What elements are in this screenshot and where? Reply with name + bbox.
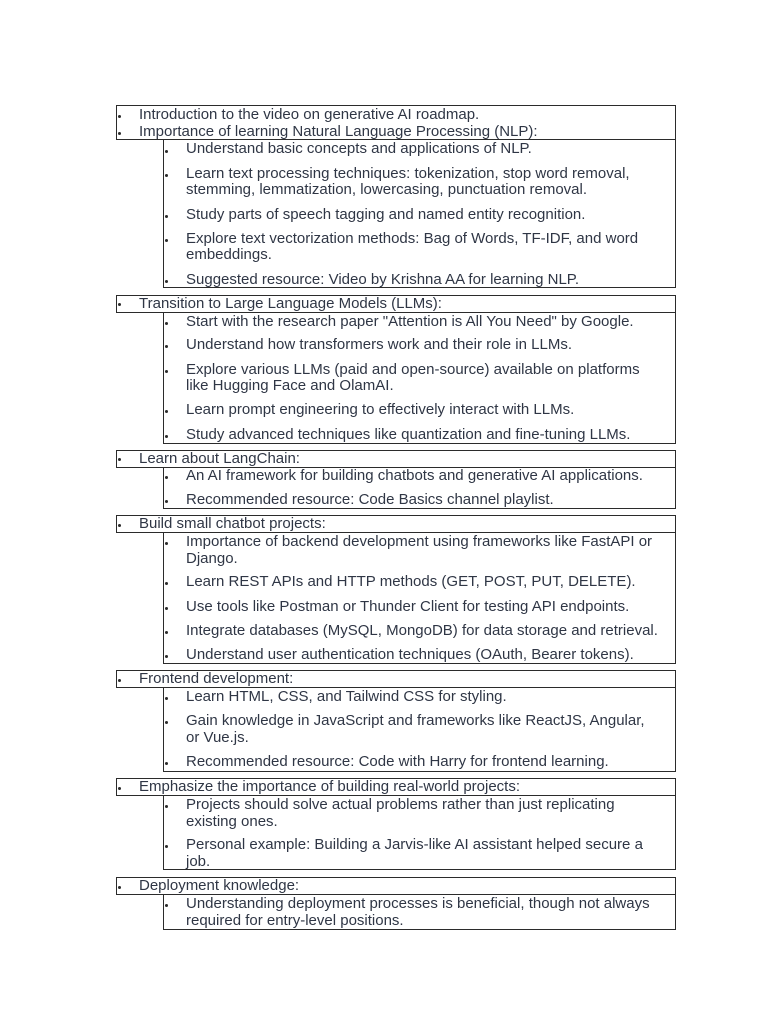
list-item-text: Understand user authentication techniques (OAuth, Bearer tokens).: [186, 646, 634, 663]
bullet-icon: [165, 607, 168, 610]
bullet-icon: [165, 721, 168, 724]
list-item-text: Explore text vectorization methods: Bag of Words, TF-IDF, and word: [186, 230, 639, 247]
list-item-text: Learn prompt engineering to effectively interact with LLMs.: [186, 401, 575, 418]
bullet-icon: [165, 280, 168, 283]
list-item-text: Integrate databases (MySQL, MongoDB) for data storage and retrieval.: [186, 622, 658, 639]
list-item-text: Deployment knowledge:: [139, 877, 300, 894]
list-item-text: Frontend development:: [139, 670, 294, 687]
bullet-icon: [165, 845, 168, 848]
list-item-text: Start with the research paper "Attention is All You Need" by Google.: [186, 313, 634, 330]
list-item-text: embeddings.: [186, 246, 272, 263]
list-item-text: An AI framework for building chatbots and generative AI applications.: [186, 467, 643, 484]
bullet-icon: [165, 476, 168, 479]
list-item-text: Importance of learning Natural Language Processing (NLP):: [139, 123, 538, 140]
list-item-text: Learn text processing techniques: tokenization, stop word removal,: [186, 165, 630, 182]
bullet-icon: [118, 524, 121, 527]
list-item-text: Learn REST APIs and HTTP methods (GET, POST, PUT, DELETE).: [186, 573, 636, 590]
bullet-icon: [165, 542, 168, 545]
list-item-text: job.: [186, 853, 211, 870]
list-item-text: required for entry-level positions.: [186, 912, 404, 929]
bullet-icon: [165, 655, 168, 658]
bullet-icon: [165, 410, 168, 413]
bullet-icon: [165, 762, 168, 765]
list-item-text: Projects should solve actual problems rather than just replicating: [186, 796, 615, 813]
list-item-text: Emphasize the importance of building real-world projects:: [139, 778, 521, 795]
list-item-text: Introduction to the video on generative AI roadmap.: [139, 106, 480, 123]
list-item-text: Recommended resource: Code with Harry for frontend learning.: [186, 753, 609, 770]
bullet-icon: [118, 458, 121, 461]
bullet-icon: [118, 303, 121, 306]
list-item-text: Django.: [186, 550, 238, 567]
bullet-icon: [165, 239, 168, 242]
bullet-icon: [165, 174, 168, 177]
bullet-icon: [165, 215, 168, 218]
list-item-text: Learn HTML, CSS, and Tailwind CSS for styling.: [186, 688, 507, 705]
bullet-icon: [165, 697, 168, 700]
list-item-text: or Vue.js.: [186, 729, 249, 746]
list-item-text: Study advanced techniques like quantization and fine-tuning LLMs.: [186, 426, 631, 443]
bullet-icon: [165, 631, 168, 634]
bullet-icon: [165, 904, 168, 907]
bullet-icon: [165, 435, 168, 438]
bullet-icon: [165, 500, 168, 503]
list-item-text: Build small chatbot projects:: [139, 515, 326, 532]
bullet-icon: [118, 679, 121, 682]
list-item-text: Suggested resource: Video by Krishna AA for learning NLP.: [186, 271, 580, 288]
list-item-text: existing ones.: [186, 813, 278, 830]
list-item-text: Transition to Large Language Models (LLMs):: [139, 295, 442, 312]
list-item-text: Study parts of speech tagging and named entity recognition.: [186, 206, 586, 223]
list-item-text: Learn about LangChain:: [139, 450, 300, 467]
bullet-icon: [118, 115, 121, 118]
list-item-text: Understand basic concepts and applications of NLP.: [186, 140, 532, 157]
list-item-text: Explore various LLMs (paid and open-source) available on platforms: [186, 361, 640, 378]
bullet-icon: [118, 886, 121, 889]
bullet-icon: [165, 370, 168, 373]
list-item-text: Understand how transformers work and their role in LLMs.: [186, 336, 573, 353]
bullet-icon: [165, 582, 168, 585]
list-item-text: Use tools like Postman or Thunder Client for testing API endpoints.: [186, 598, 630, 615]
bullet-icon: [165, 150, 168, 153]
list-item-text: like Hugging Face and OlamAI.: [186, 377, 394, 394]
bullet-icon: [165, 345, 168, 348]
list-item-text: Personal example: Building a Jarvis-like AI assistant helped secure a: [186, 836, 643, 853]
bullet-icon: [118, 132, 121, 135]
bullet-icon: [165, 322, 168, 325]
list-item-text: Gain knowledge in JavaScript and frameworks like ReactJS, Angular,: [186, 712, 645, 729]
list-item-text: Recommended resource: Code Basics channel playlist.: [186, 491, 554, 508]
list-item-text: stemming, lemmatization, lowercasing, punctuation removal.: [186, 181, 588, 198]
list-item-text: Understanding deployment processes is beneficial, though not always: [186, 895, 650, 912]
bullet-icon: [118, 787, 121, 790]
bullet-icon: [165, 805, 168, 808]
list-item-text: Importance of backend development using frameworks like FastAPI or: [186, 533, 653, 550]
